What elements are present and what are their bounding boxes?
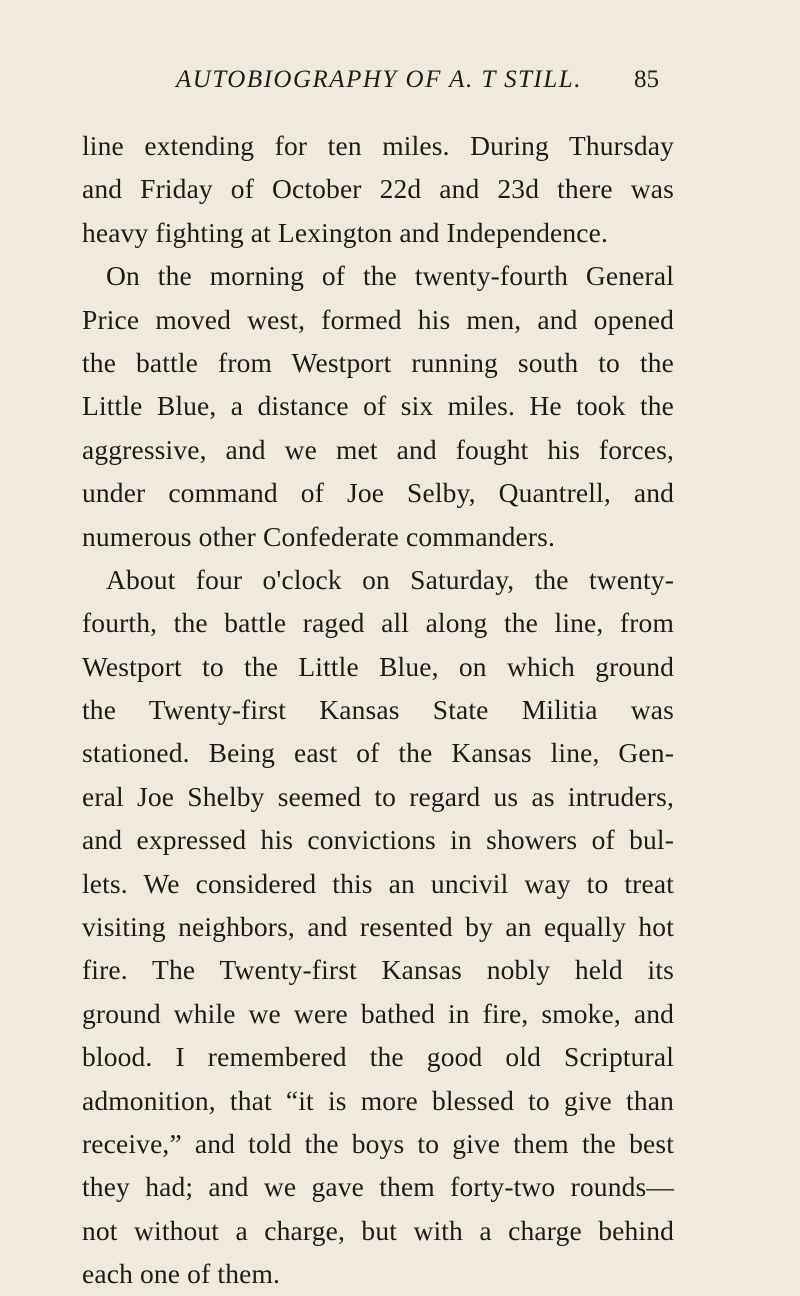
text-line: receive,” and told the boys to give them the best bbox=[82, 1127, 674, 1159]
text-line: fire. The Twenty-first Kansas nobly held its bbox=[82, 954, 674, 986]
text-line: Price moved west, formed his men, and opened bbox=[82, 303, 674, 335]
text-line: On the morning of the twenty-fourth General bbox=[106, 260, 674, 292]
text-line: and expressed his convictions in showers of bul- bbox=[82, 824, 674, 856]
text-line: and Friday of October 22d and 23d there was bbox=[82, 173, 674, 205]
text-line: aggressive, and we met and fought his forces, bbox=[82, 433, 674, 465]
text-line: under command of Joe Selby, Quantrell, and bbox=[82, 477, 674, 509]
text-line: the battle from Westport running south to the bbox=[82, 346, 674, 378]
text-line: heavy fighting at Lexington and Independence. bbox=[82, 216, 609, 248]
body-text bbox=[82, 124, 674, 1296]
text-line: line extending for ten miles. During Thursday bbox=[82, 130, 674, 161]
text-line: ground while we were bathed in fire, smoke, and bbox=[82, 997, 674, 1029]
text-line: admonition, that “it is more blessed to give than bbox=[82, 1084, 674, 1116]
page-number: 85 bbox=[634, 66, 659, 93]
text-line: lets. We considered this an uncivil way to treat bbox=[82, 867, 674, 899]
text-line: each one of them. bbox=[82, 1258, 281, 1290]
text-line: stationed. Being east of the Kansas line, Gen- bbox=[82, 737, 674, 769]
text-line: the Twenty-first Kansas State Militia was bbox=[82, 694, 674, 726]
text-line: visiting neighbors, and resented by an equally hot bbox=[82, 911, 674, 943]
text-line: numerous other Confederate commanders. bbox=[82, 520, 556, 552]
text-line: they had; and we gave them forty-two rounds— bbox=[82, 1171, 674, 1203]
running-title: AUTOBIOGRAPHY OF A. T STILL. bbox=[176, 66, 582, 93]
text-line: About four o'clock on Saturday, the twenty- bbox=[106, 563, 674, 595]
text-line: not without a charge, but with a charge behind bbox=[82, 1214, 674, 1246]
text-line: Little Blue, a distance of six miles. He took the bbox=[82, 390, 674, 422]
text-line: Westport to the Little Blue, on which ground bbox=[82, 650, 674, 682]
text-line: blood. I remembered the good old Scriptural bbox=[82, 1041, 674, 1073]
text-line: fourth, the battle raged all along the line, from bbox=[82, 607, 674, 639]
text-line: eral Joe Shelby seemed to regard us as intruders, bbox=[82, 780, 674, 812]
